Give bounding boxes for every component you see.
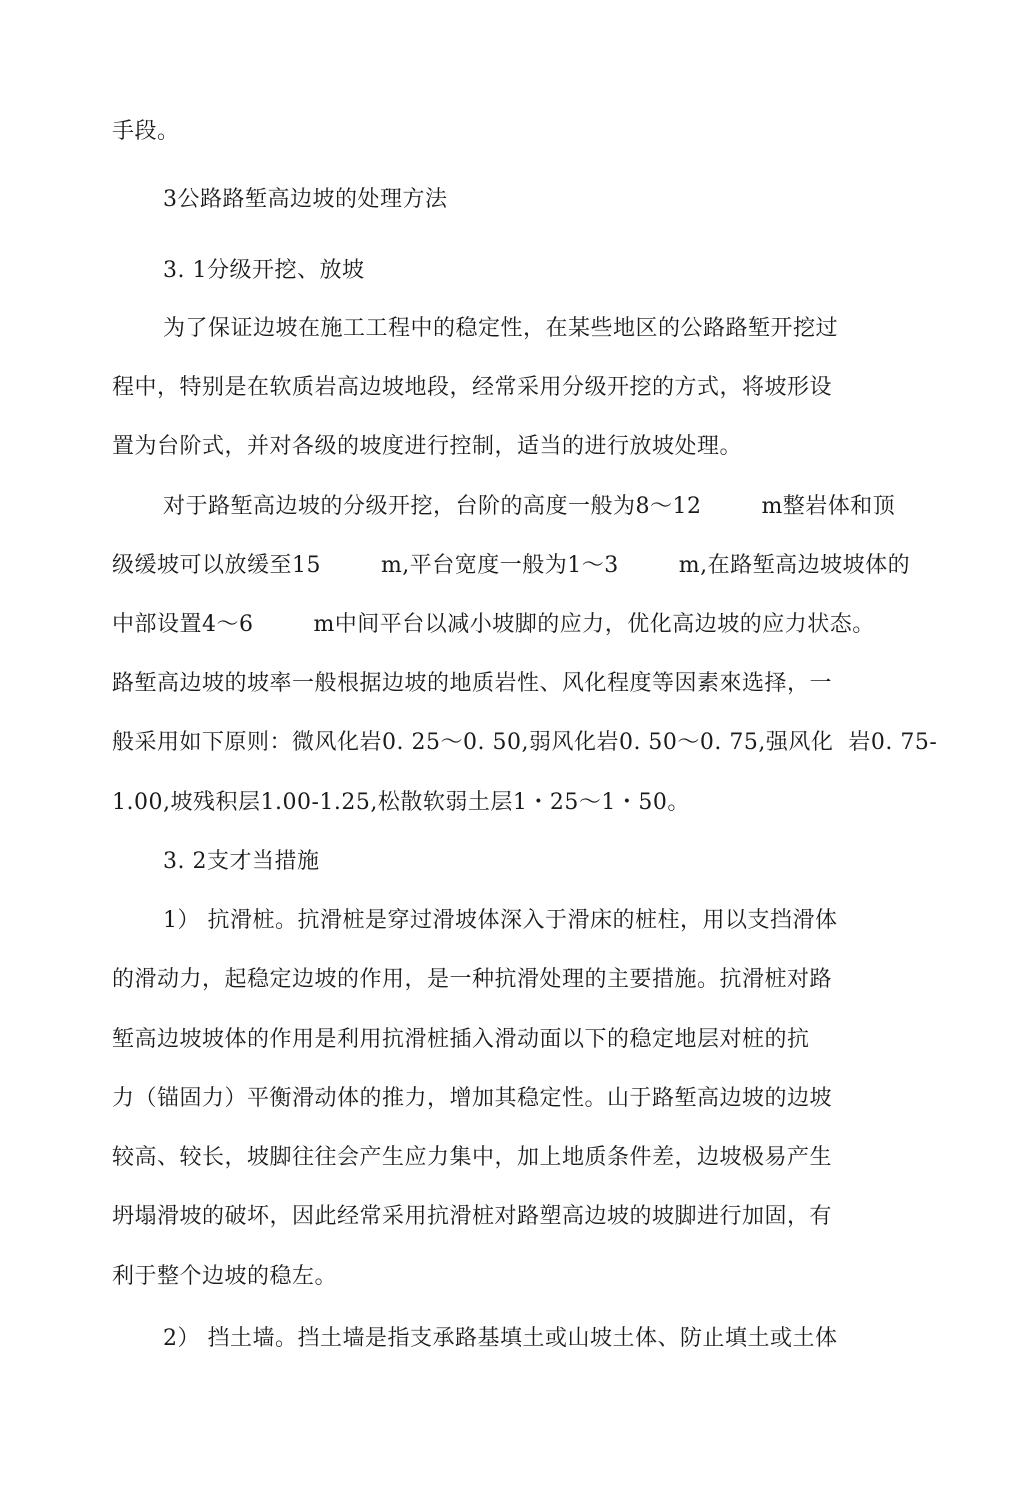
paragraph-line: 堑高边坡坡体的作用是利用抗滑桩插入滑动面以下的稳定地层对桩的抗 [112,1027,810,1052]
paragraph-line: 般采用如下原则：微风化岩0. 25～0. 50,弱风化岩0. 50～0. 75,强风化 岩0. 75- [112,730,938,755]
paragraph-line: 级缓坡可以放缓至15 m,平台宽度一般为1～3 m,在路堑高边坡坡体的 [112,553,911,578]
paragraph-line: 力（锚固力）平衡滑动体的推力，增加其稳定性。山于路堑高边坡的边坡 [112,1086,833,1111]
paragraph-line: 1.00,坡残积层1.00-1.25,松散软弱土层1・25～1・50。 [112,790,690,815]
paragraph-line: 路堑高边坡的坡率一般根据边坡的地质岩性、风化程度等因素來选择，一 [112,671,833,696]
subsection-heading: 3. 2支才当措施 [163,849,320,874]
paragraph-line: 利于整个边坡的稳左。 [112,1264,338,1289]
paragraph-line: 对于路堑高边坡的分级开挖，台阶的高度一般为8～12 m整岩体和顶 [163,494,896,519]
paragraph-line: 1） 抗滑桩。抗滑桩是穿过滑坡体深入于滑床的桩柱，用以支挡滑体 [163,908,838,933]
paragraph-line: 的滑动力，起稳定边坡的作用，是一种抗滑处理的主要措施。抗滑桩对路 [112,967,833,992]
subsection-heading: 3. 1分级开挖、放坡 [163,258,365,283]
section-heading: 3公路路堑高边坡的处理方法 [163,187,448,212]
paragraph-line: 置为台阶式，并对各级的坡度进行控制，适当的进行放坡处理。 [112,434,743,459]
paragraph-line: 坍塌滑坡的破坏，因此经常采用抗滑桩对路塑高边坡的坡脚进行加固，有 [112,1204,833,1229]
paragraph-line: 较高、较长，坡脚往往会产生应力集中，加上地质条件差，边坡极易产生 [112,1145,833,1170]
paragraph-line: 为了保证边坡在施工工程中的稳定性，在某些地区的公路路堑开挖过 [163,316,839,341]
paragraph-line: 程中，特别是在软质岩高边坡地段，经常采用分级开挖的方式，将坡形设 [112,375,833,400]
paragraph-line: 中部设置4～6 m中间平台以减小坡脚的应力，优化高边坡的应力状态。 [112,612,875,637]
paragraph-line: 2） 挡土墙。挡土墙是指支承路基填土或山坡土体、防止填土或土体 [163,1326,838,1351]
text-line: 手段。 [112,119,180,144]
